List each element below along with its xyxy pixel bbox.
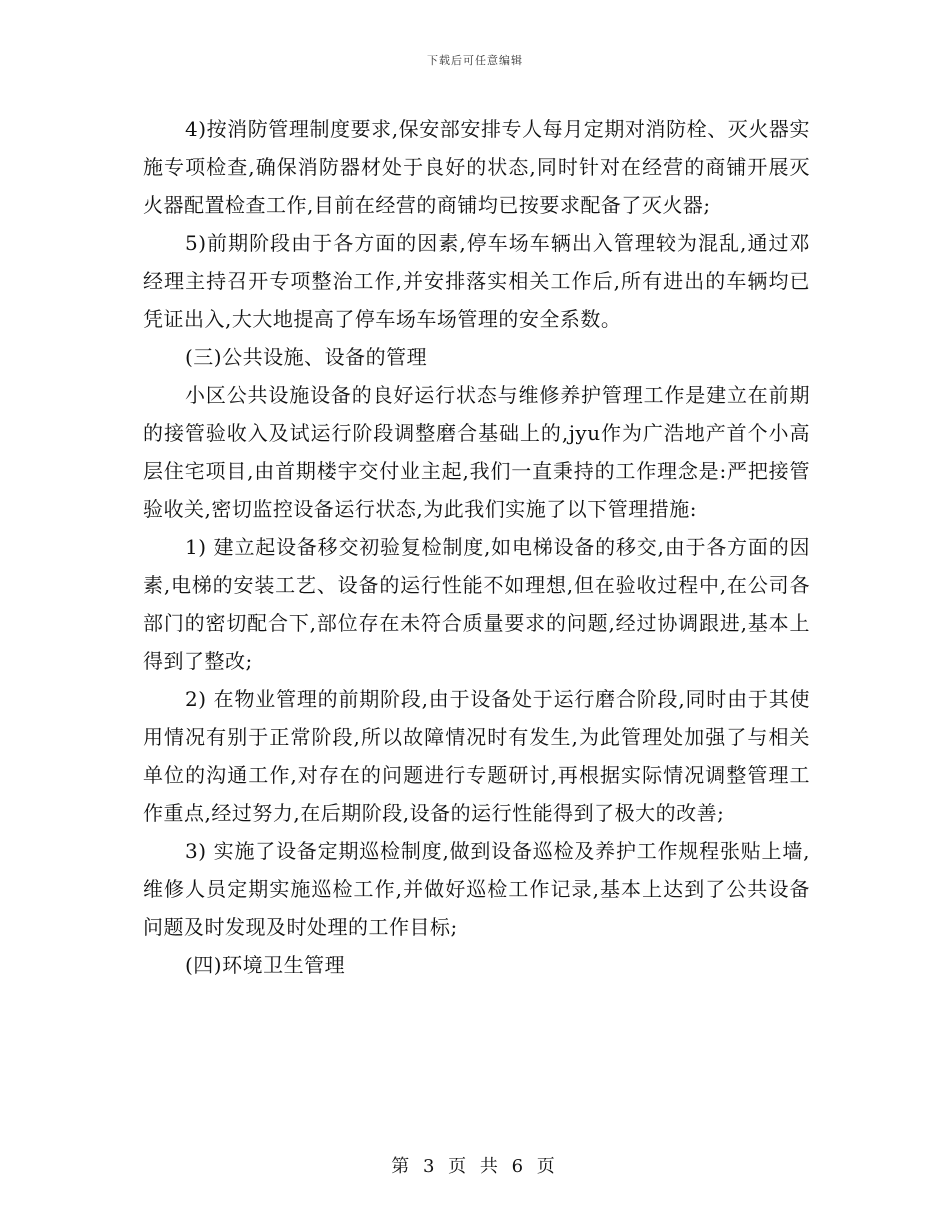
body-text <box>143 110 810 984</box>
section-heading-sanitation: (四)环境卫生管理 <box>185 953 346 977</box>
page-number-footer: 第 3 页 共 6 页 <box>391 1156 559 1177</box>
section-heading-facilities: (三)公共设施、设备的管理 <box>185 345 428 369</box>
page-header: 下载后可任意编辑 <box>427 54 523 67</box>
paragraph-facilities-intro: 小区公共设施设备的良好运行状态与维修养护管理工作是建立在前期的接管验收入及试运行阶段调整磨合基础上的,jyu作为广浩地产首个小高层住宅项目,由首期楼宇交付业主起,我们一直秉持的工作理念是:严把接管验收关,密切监控设备运行状态,为此我们实施了以下管理措施: <box>143 383 810 521</box>
paragraph-measure-3: 3) 实施了设备定期巡检制度,做到设备巡检及养护工作规程张贴上墙,维修人员定期实施巡检工作,并做好巡检工作记录,基本上达到了公共设备问题及时发现及时处理的工作目标; <box>143 839 810 939</box>
paragraph-measure-2: 2) 在物业管理的前期阶段,由于设备处于运行磨合阶段,同时由于其使用情况有别于正常阶段,所以故障情况时有发生,为此管理处加强了与相关单位的沟通工作,对存在的问题进行专题研讨,再根据实际情况调整管理工作重点,经过努力,在后期阶段,设备的运行性能得到了极大的改善; <box>143 687 810 825</box>
paragraph-fire-inspection: 4)按消防管理制度要求,保安部安排专人每月定期对消防栓、灭火器实施专项检查,确保消防器材处于良好的状态,同时针对在经营的商铺开展灭火器配置检查工作,目前在经营的商铺均已按要求配备了灭火器; <box>143 117 810 217</box>
paragraph-measure-1: 1) 建立起设备移交初验复检制度,如电梯设备的移交,由于各方面的因素,电梯的安装工艺、设备的运行性能不如理想,但在验收过程中,在公司各部门的密切配合下,部位存在未符合质量要求的问题,经过协调跟进,基本上得到了整改; <box>143 535 810 673</box>
paragraph-parking-management: 5)前期阶段由于各方面的因素,停车场车辆出入管理较为混乱,通过邓经理主持召开专项整治工作,并安排落实相关工作后,所有进出的车辆均已凭证出入,大大地提高了停车场车场管理的安全系数。 <box>143 231 810 331</box>
